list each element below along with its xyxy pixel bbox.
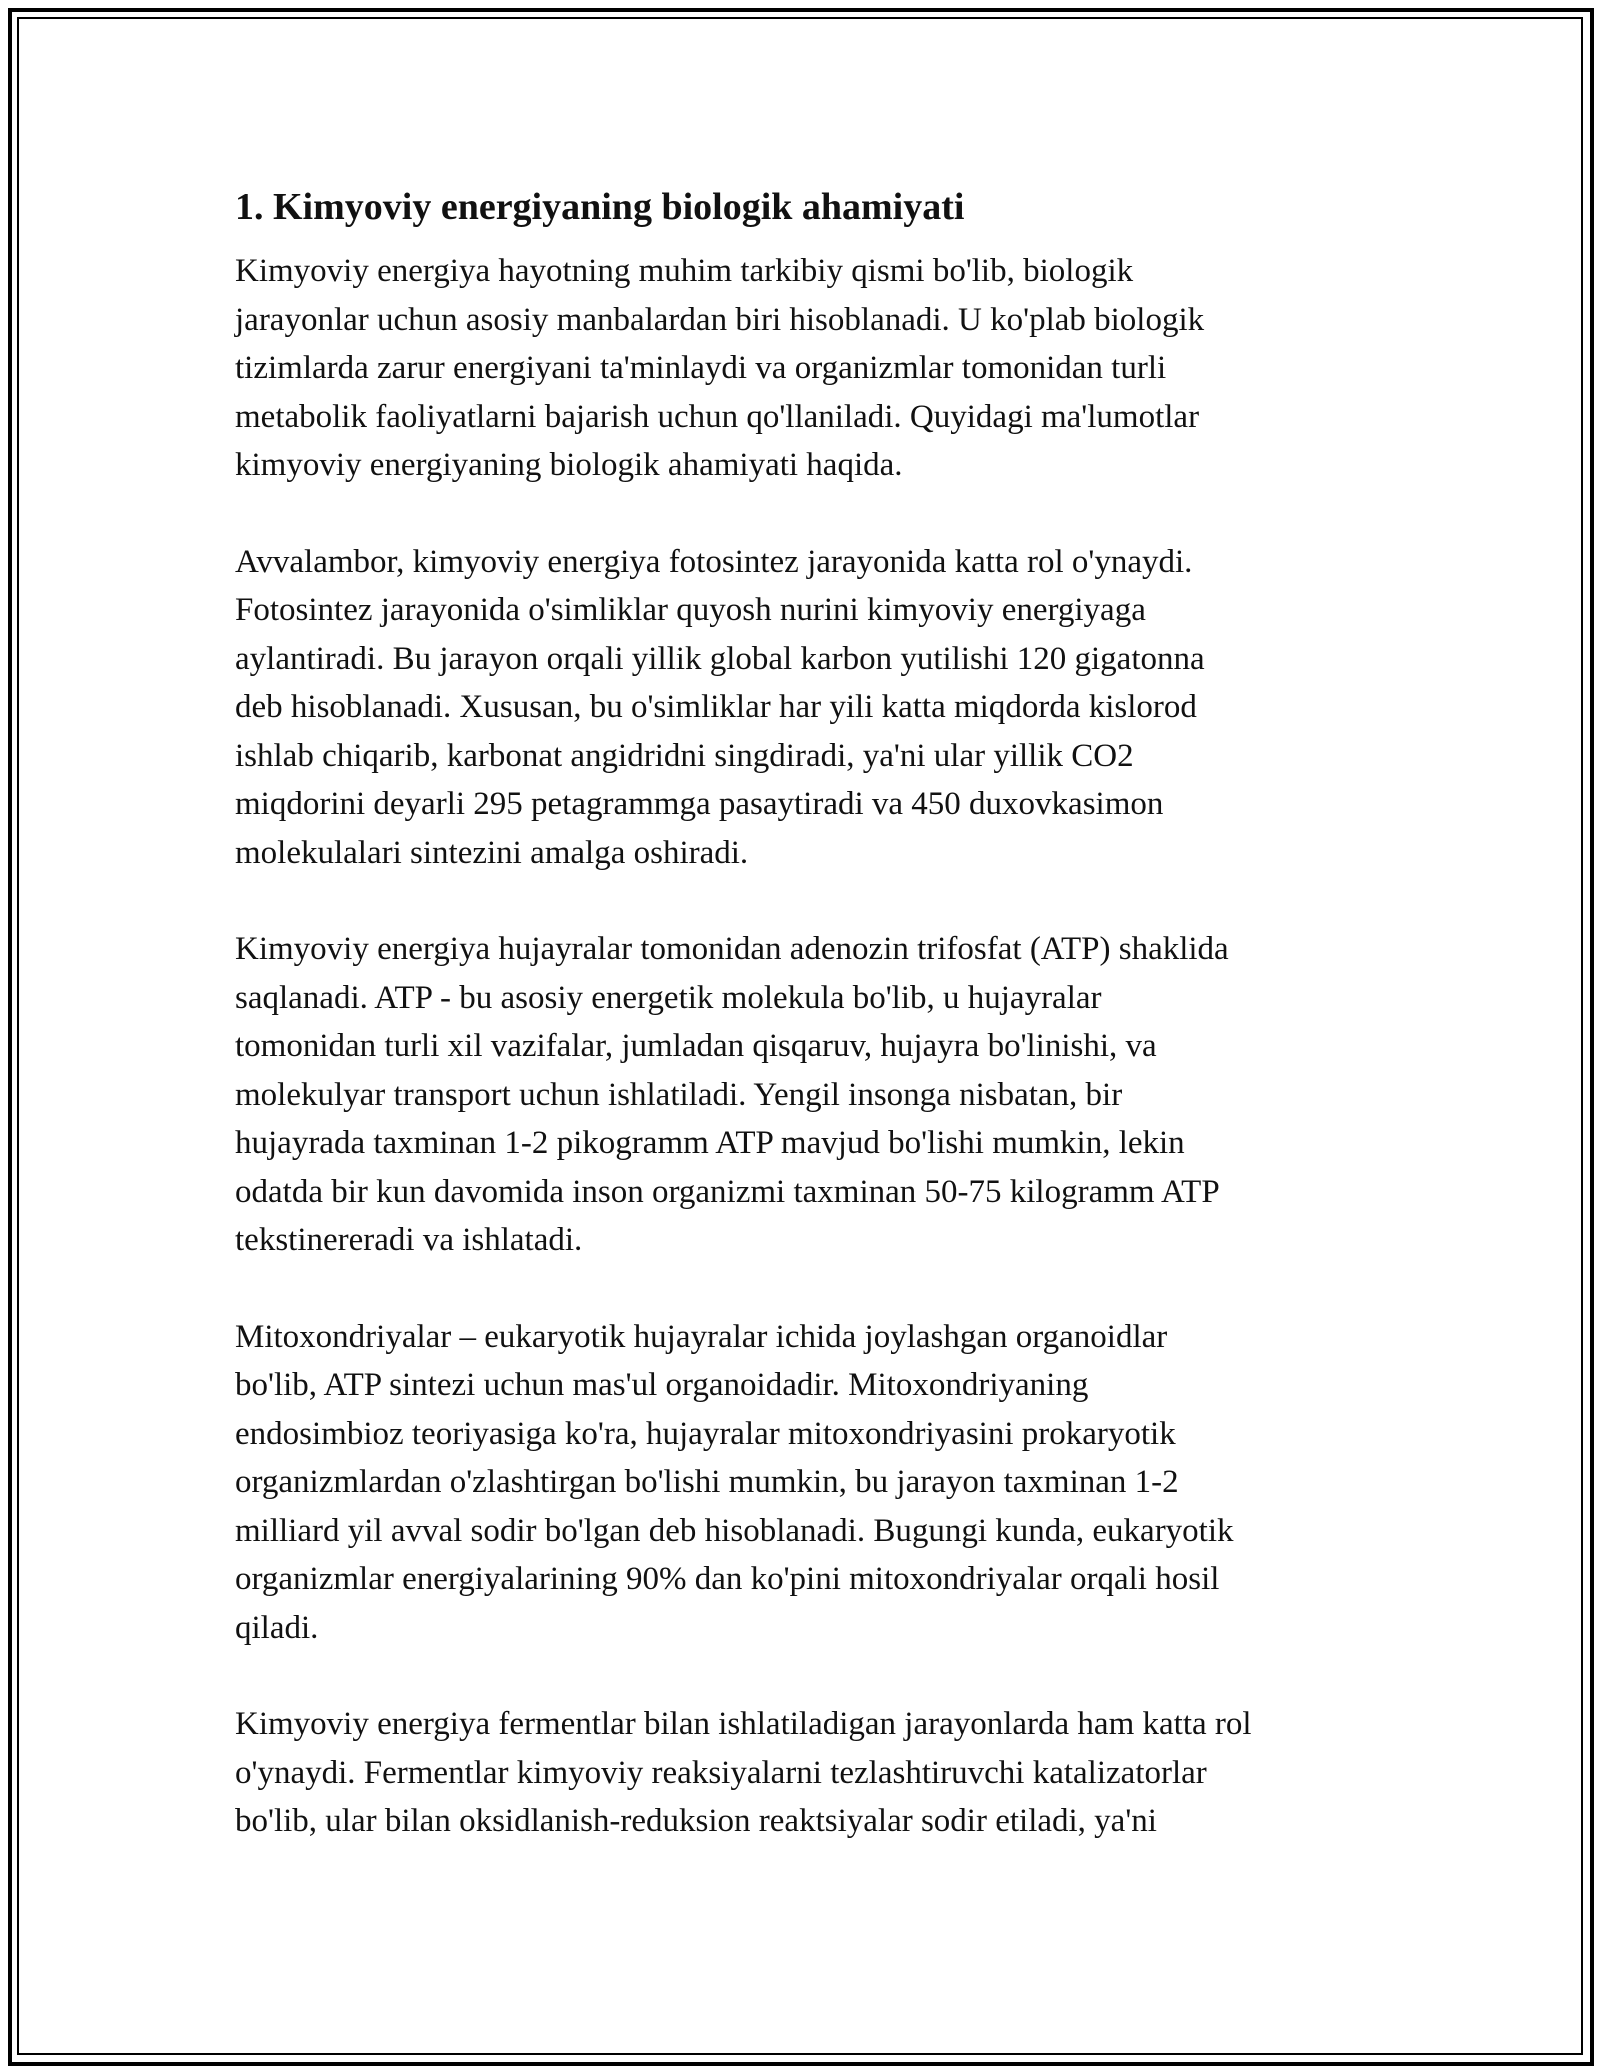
paragraph-line: Kimyoviy energiya hujayralar tomonidan adenozin trifosfat (ATP) shaklida	[235, 931, 1229, 967]
paragraph-line: milliard yil avval sodir bo'lgan deb hisoblanadi. Bugungi kunda, eukaryotik	[235, 1512, 1234, 1549]
paragraph-line: tizimlarda zarur energiyani ta'minlaydi va organizmlar tomonidan turli	[235, 350, 1167, 386]
paragraph-line: tekstinereradi va ishlatadi.	[235, 1222, 583, 1258]
paragraph-line: organizmlardan o'zlashtirgan bo'lishi mumkin, bu jarayon taxminan 1-2	[235, 1464, 1179, 1500]
paragraph-line: miqdorini deyarli 295 petagrammga pasaytiradi va 450 duxovkasimon	[235, 786, 1164, 822]
paragraph-line: Kimyoviy energiya fermentlar bilan ishlatiladigan jarayonlarda ham katta rol	[235, 1706, 1252, 1742]
paragraph	[235, 1313, 1395, 1653]
paragraph-line: ishlab chiqarib, karbonat angidridni singdiradi, ya'ni ular yillik CO2	[235, 737, 1134, 774]
paragraph-line: bo'lib, ular bilan oksidlanish-reduksion reaktsiyalar sodir etiladi, ya'ni	[235, 1803, 1157, 1839]
paragraph-line: molekulalari sintezini amalga oshiradi.	[235, 834, 749, 871]
paragraph-line: tomonidan turli xil vazifalar, jumladan qisqaruv, hujayra bo'linishi, va	[235, 1028, 1157, 1064]
paragraph-line: kimyoviy energiyaning biologik ahamiyati haqida.	[235, 447, 903, 483]
paragraph-line: qiladi.	[235, 1609, 319, 1646]
paragraph-line: Mitoxondriyalar – eukaryotik hujayralar ichida joylashgan organoidlar	[235, 1318, 1168, 1355]
paragraph-line: deb hisoblanadi. Xususan, bu o'simliklar har yili katta miqdorda kislorod	[235, 689, 1197, 725]
paragraph	[235, 925, 1395, 1265]
paragraph-line: saqlanadi. ATP - bu asosiy energetik molekula bo'lib, u hujayralar	[235, 979, 1102, 1016]
paragraph-line: bo'lib, ATP sintezi uchun mas'ul organoidadir. Mitoxondriyaning	[235, 1367, 1089, 1403]
section-heading: 1. Kimyoviy energiyaning biologik ahamiyati	[235, 186, 965, 228]
document-body	[235, 183, 1395, 1894]
paragraph-line: odatda bir kun davomida inson organizmi taxminan 50-75 kilogramm ATP	[235, 1173, 1220, 1210]
paragraph-line: metabolik faoliyatlarni bajarish uchun qo'llaniladi. Quyidagi ma'lumotlar	[235, 398, 1200, 435]
paragraph-line: aylantiradi. Bu jarayon orqali yillik global karbon yutilishi 120 gigatonna	[235, 640, 1205, 677]
paragraph-line: Kimyoviy energiya hayotning muhim tarkibiy qismi bo'lib, biologik	[235, 253, 1134, 289]
paragraph-line: hujayrada taxminan 1-2 pikogramm ATP mavjud bo'lishi mumkin, lekin	[235, 1125, 1185, 1161]
paragraph-line: Avvalambor, kimyoviy energiya fotosintez jarayonida katta rol o'ynaydi.	[235, 543, 1193, 580]
paragraph-line: jarayonlar uchun asosiy manbalardan biri hisoblanadi. U ko'plab biologik	[235, 301, 1205, 338]
paragraph	[235, 1700, 1395, 1846]
paragraph	[235, 247, 1395, 490]
paragraph-line: endosimbioz teoriyasiga ko'ra, hujayralar mitoxondriyasini prokaryotik	[235, 1415, 1176, 1452]
paragraph-line: organizmlar energiyalarining 90% dan ko'pini mitoxondriyalar orqali hosil	[235, 1561, 1220, 1597]
paragraph-line: o'ynaydi. Fermentlar kimyoviy reaksiyalarni tezlashtiruvchi katalizatorlar	[235, 1754, 1207, 1791]
paragraph-line: molekulyar transport uchun ishlatiladi. Yengil insonga nisbatan, bir	[235, 1076, 1123, 1113]
paragraph	[235, 538, 1395, 878]
paragraph-line: Fotosintez jarayonida o'simliklar quyosh nurini kimyoviy energiyaga	[235, 592, 1146, 628]
